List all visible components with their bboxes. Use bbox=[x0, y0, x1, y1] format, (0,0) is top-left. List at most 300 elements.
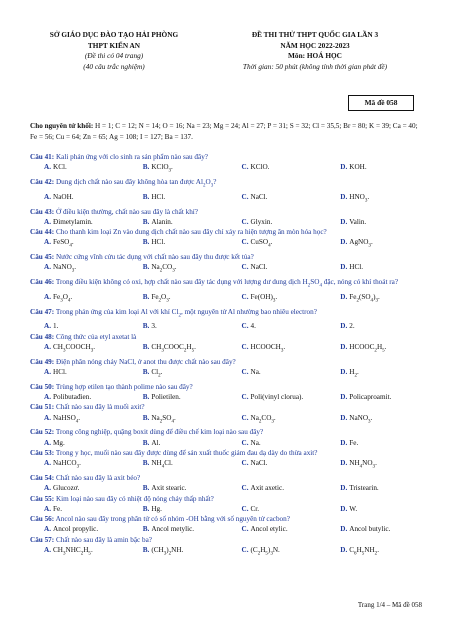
option-text: $(C_2H_5)_3N$. bbox=[250, 546, 280, 557]
answer-option[interactable] bbox=[228, 321, 327, 331]
answer-option[interactable] bbox=[30, 162, 129, 177]
answer-options bbox=[30, 483, 425, 493]
answer-options bbox=[30, 438, 425, 448]
answer-option[interactable] bbox=[129, 458, 228, 473]
option-text: KOH. bbox=[349, 163, 367, 172]
answer-option[interactable] bbox=[30, 237, 129, 252]
option-text: NaHSO$_4$. bbox=[53, 413, 81, 425]
option-letter: D. bbox=[340, 342, 348, 351]
answer-option[interactable] bbox=[326, 162, 425, 177]
question-number: Câu 55: bbox=[30, 494, 55, 503]
option-text: Valin. bbox=[349, 217, 367, 226]
question-stem bbox=[30, 402, 425, 412]
option-text: $Na_2SO_4$. bbox=[151, 413, 176, 425]
atomic-masses-label: Cho nguyên tử khối: bbox=[30, 122, 94, 130]
page-footer: Trang 1/4 – Mã đề 058 bbox=[357, 601, 422, 609]
option-letter: D. bbox=[340, 484, 348, 493]
option-text: $CH_3COOCH_3$. bbox=[53, 342, 95, 354]
option-text: Fe. bbox=[349, 438, 359, 447]
question-stem bbox=[30, 535, 425, 545]
option-letter: B. bbox=[142, 292, 150, 301]
question-49 bbox=[30, 357, 425, 382]
answer-option[interactable] bbox=[30, 545, 129, 560]
option-letter: B. bbox=[142, 163, 150, 172]
option-letter: A. bbox=[44, 238, 51, 247]
option-letter: B. bbox=[142, 263, 150, 272]
answer-option[interactable] bbox=[129, 321, 228, 331]
option-letter: D. bbox=[340, 393, 348, 402]
option-letter: C. bbox=[241, 217, 249, 226]
question-50 bbox=[30, 382, 425, 403]
option-text: $Fe_3O_4$. bbox=[53, 292, 73, 304]
answer-option[interactable] bbox=[228, 413, 327, 428]
question-number: Câu 52: bbox=[30, 428, 55, 437]
answer-option[interactable] bbox=[228, 162, 327, 177]
question-number: Câu 57: bbox=[30, 535, 55, 544]
answer-option[interactable] bbox=[30, 321, 129, 331]
answer-option[interactable] bbox=[30, 504, 129, 514]
option-text: Poli(vinyl clorua). bbox=[250, 393, 304, 402]
option-text: Ancol butylic. bbox=[349, 525, 391, 534]
answer-option[interactable] bbox=[228, 438, 327, 448]
answer-option[interactable] bbox=[129, 162, 228, 177]
question-text: Cho thanh kim loại Zn vào dung dịch chất nào sau đây chỉ xảy ra hiện tượng ăn mòn hóa học? bbox=[54, 228, 327, 237]
question-stem bbox=[30, 177, 425, 192]
answer-option[interactable] bbox=[30, 292, 129, 307]
answer-option[interactable] bbox=[228, 524, 327, 534]
answer-option[interactable] bbox=[326, 292, 425, 307]
question-stem bbox=[30, 252, 425, 262]
option-text: KClO. bbox=[250, 163, 270, 172]
answer-option[interactable] bbox=[228, 392, 327, 402]
answer-options bbox=[30, 321, 425, 331]
question-45 bbox=[30, 252, 425, 277]
option-letter: A. bbox=[44, 322, 51, 331]
option-text: 4. bbox=[250, 322, 256, 331]
option-text: NaHCO$_3$. bbox=[53, 459, 81, 470]
option-letter: C. bbox=[241, 546, 249, 555]
option-letter: D. bbox=[340, 438, 348, 447]
question-count-note: (40 câu trắc nghiệm) bbox=[83, 61, 145, 71]
question-54 bbox=[30, 473, 425, 494]
answer-options bbox=[30, 192, 425, 207]
answer-option[interactable] bbox=[228, 483, 327, 493]
question-53 bbox=[30, 448, 425, 473]
option-letter: D. bbox=[340, 525, 348, 534]
answer-option[interactable] bbox=[228, 292, 327, 307]
option-letter: A. bbox=[44, 546, 51, 555]
option-letter: C. bbox=[241, 238, 249, 247]
answer-option[interactable] bbox=[30, 483, 129, 493]
answer-option[interactable] bbox=[326, 237, 425, 252]
question-text: Nước cứng vĩnh cửu tác dụng với chất nào sau đây thu được kết tủa? bbox=[54, 253, 254, 262]
option-text: FeSO$_4$. bbox=[53, 238, 74, 249]
answer-option[interactable] bbox=[129, 545, 228, 560]
option-text: HCl. bbox=[151, 238, 166, 247]
option-text: $Cl_2$. bbox=[151, 367, 163, 379]
question-text: Công thức của etyl axetat là bbox=[54, 332, 137, 341]
option-letter: B. bbox=[142, 342, 150, 351]
question-number: Câu 54: bbox=[30, 473, 55, 482]
option-letter: C. bbox=[241, 504, 249, 513]
option-letter: B. bbox=[142, 484, 150, 493]
option-letter: A. bbox=[44, 263, 51, 272]
answer-option[interactable] bbox=[30, 367, 129, 382]
option-text: Na. bbox=[250, 438, 261, 447]
exam-code-box: Mã đề 058 bbox=[348, 95, 414, 111]
question-text: Chất nào sau đây là axit béo? bbox=[54, 473, 141, 482]
answer-option[interactable] bbox=[30, 524, 129, 534]
option-letter: B. bbox=[142, 217, 150, 226]
question-stem bbox=[30, 357, 425, 367]
question-number: Câu 46: bbox=[30, 278, 55, 287]
exam-title: ĐỀ THI THỬ THPT QUỐC GIA LẦN 3 bbox=[251, 30, 379, 39]
question-number: Câu 53: bbox=[30, 448, 55, 457]
answer-option[interactable] bbox=[129, 367, 228, 382]
option-letter: D. bbox=[340, 504, 348, 513]
answer-options bbox=[30, 262, 425, 277]
answer-option[interactable] bbox=[326, 458, 425, 473]
question-number: Câu 48: bbox=[30, 332, 55, 341]
option-letter: A. bbox=[44, 504, 51, 513]
answer-options bbox=[30, 413, 425, 428]
option-text: $NH_4Cl$. bbox=[151, 459, 173, 470]
department-name: SỞ GIÁO DỤC ĐÀO TẠO HẢI PHÒNG bbox=[49, 30, 179, 39]
question-48 bbox=[30, 332, 425, 357]
question-number: Câu 51: bbox=[30, 403, 55, 412]
option-letter: B. bbox=[142, 546, 150, 555]
answer-options bbox=[30, 458, 425, 473]
option-letter: C. bbox=[241, 342, 249, 351]
option-text: KCl. bbox=[53, 163, 67, 172]
option-text: NaCl. bbox=[250, 263, 268, 272]
option-letter: C. bbox=[241, 484, 249, 493]
answer-option[interactable] bbox=[129, 413, 228, 428]
answer-option[interactable] bbox=[326, 438, 425, 448]
answer-option[interactable] bbox=[129, 342, 228, 357]
option-letter: C. bbox=[241, 322, 249, 331]
answer-option[interactable] bbox=[228, 262, 327, 277]
option-text: Đimetylamin. bbox=[53, 217, 93, 226]
answer-options bbox=[30, 237, 425, 252]
question-text: Trùng hợp etilen tạo thành polime nào sau đây? bbox=[54, 382, 193, 391]
question-46 bbox=[30, 277, 425, 306]
option-letter: D. bbox=[340, 367, 348, 376]
answer-option[interactable] bbox=[326, 217, 425, 227]
answer-option[interactable] bbox=[228, 237, 327, 252]
answer-option[interactable] bbox=[326, 545, 425, 560]
answer-options bbox=[30, 504, 425, 514]
option-text: Polietilen. bbox=[151, 393, 181, 402]
answer-option[interactable] bbox=[228, 504, 327, 514]
answer-option[interactable] bbox=[30, 262, 129, 277]
atomic-masses bbox=[30, 121, 425, 142]
option-letter: A. bbox=[44, 484, 51, 493]
question-stem bbox=[30, 227, 425, 237]
option-text: $HCOOCH_3$. bbox=[250, 342, 286, 354]
option-letter: A. bbox=[44, 459, 51, 468]
option-letter: D. bbox=[340, 292, 348, 301]
question-number: Câu 49: bbox=[30, 357, 55, 366]
option-text: NaCl. bbox=[250, 459, 268, 468]
option-text: $(CH_3)_2NH$. bbox=[151, 546, 184, 557]
option-letter: C. bbox=[241, 438, 249, 447]
question-text: Ở điều kiện thường, chất nào sau đây là chất khí? bbox=[54, 207, 198, 216]
question-text: Trong phản ứng của kim loại Al với khí $Cl_2$, một nguyên tử Al nhường bao nhiêu electron? bbox=[54, 307, 317, 319]
option-letter: B. bbox=[142, 238, 150, 247]
question-text: Kali phản ứng với clo sinh ra sản phẩm nào sau đây? bbox=[54, 153, 208, 161]
answer-option[interactable] bbox=[30, 192, 129, 207]
question-text: Chất nào sau đây là amin bậc ba? bbox=[54, 535, 152, 544]
answer-options bbox=[30, 292, 425, 307]
option-text: AgNO$_3$. bbox=[349, 238, 373, 249]
option-text: KClO$_3$. bbox=[151, 163, 173, 174]
question-51 bbox=[30, 402, 425, 427]
option-text: $C_6H_5NH_2$. bbox=[349, 546, 379, 557]
option-letter: B. bbox=[142, 438, 150, 447]
option-letter: A. bbox=[44, 163, 51, 172]
answer-option[interactable] bbox=[30, 413, 129, 428]
option-text: $CH_3COOC_2H_5$. bbox=[151, 342, 196, 354]
option-letter: D. bbox=[340, 413, 348, 422]
answer-option[interactable] bbox=[326, 392, 425, 402]
option-text: $Fe_2O_3$. bbox=[151, 292, 171, 304]
option-text: HCl. bbox=[151, 192, 166, 201]
question-text: Dung dịch chất nào sau đây không hòa tan được $Al_2O_3$? bbox=[54, 178, 217, 189]
answer-option[interactable] bbox=[228, 545, 327, 560]
option-letter: C. bbox=[241, 413, 249, 422]
option-letter: D. bbox=[340, 263, 348, 272]
answer-options bbox=[30, 367, 425, 382]
answer-option[interactable] bbox=[228, 192, 327, 207]
option-letter: D. bbox=[340, 217, 348, 226]
option-text: $NH_4NO_3$. bbox=[349, 459, 377, 470]
answer-options bbox=[30, 162, 425, 177]
option-letter: C. bbox=[241, 163, 249, 172]
option-letter: A. bbox=[44, 367, 51, 376]
option-text: Mg. bbox=[53, 438, 65, 447]
answer-option[interactable] bbox=[326, 504, 425, 514]
answer-option[interactable] bbox=[228, 217, 327, 227]
question-stem bbox=[30, 332, 425, 342]
answer-option[interactable] bbox=[228, 367, 327, 382]
question-55 bbox=[30, 494, 425, 515]
answer-option[interactable] bbox=[326, 483, 425, 493]
option-text: NaCl. bbox=[250, 192, 268, 201]
answer-option[interactable] bbox=[30, 438, 129, 448]
question-text: Trong công nghiệp, quặng boxit dùng để điều chế kim loại nào sau đây? bbox=[54, 428, 264, 437]
option-text: 1. bbox=[53, 322, 59, 331]
option-text: Al. bbox=[151, 438, 161, 447]
question-number: Câu 50: bbox=[30, 382, 55, 391]
option-letter: B. bbox=[142, 367, 150, 376]
option-text: 3. bbox=[151, 322, 157, 331]
question-42 bbox=[30, 177, 425, 206]
option-text: $Fe_2(SO_4)_3$. bbox=[349, 292, 380, 304]
answer-options bbox=[30, 545, 425, 560]
header-left bbox=[28, 30, 200, 72]
answer-option[interactable] bbox=[30, 458, 129, 473]
answer-option[interactable] bbox=[30, 217, 129, 227]
option-text: Policaproamit. bbox=[349, 393, 392, 402]
question-number: Câu 44: bbox=[30, 228, 55, 237]
option-letter: A. bbox=[44, 342, 51, 351]
question-text: Trong y học, muối nào sau đây được dùng để sản xuất thuốc giảm đau dạ dày do thừa axit? bbox=[54, 448, 318, 457]
question-stem bbox=[30, 494, 425, 504]
option-text: $Na_2CO_3$. bbox=[250, 413, 276, 425]
option-text: $Na_2CO_3$. bbox=[151, 263, 177, 274]
question-57 bbox=[30, 535, 425, 560]
option-letter: B. bbox=[142, 459, 150, 468]
option-text: Hg. bbox=[151, 504, 162, 513]
option-text: Ancol etylic. bbox=[250, 525, 288, 534]
question-stem bbox=[30, 307, 425, 322]
answer-options bbox=[30, 524, 425, 534]
option-text: Axit stearic. bbox=[151, 484, 187, 493]
option-letter: B. bbox=[142, 504, 150, 513]
answer-option[interactable] bbox=[129, 292, 228, 307]
option-text: Polibutađien. bbox=[53, 393, 92, 402]
option-text: W. bbox=[349, 504, 358, 513]
question-number: Câu 43: bbox=[30, 207, 55, 216]
option-letter: A. bbox=[44, 217, 51, 226]
answer-option[interactable] bbox=[228, 458, 327, 473]
answer-option[interactable] bbox=[129, 392, 228, 402]
option-text: $HNO_3$. bbox=[349, 192, 370, 204]
option-text: Alanin. bbox=[151, 217, 173, 226]
option-letter: A. bbox=[44, 393, 51, 402]
option-text: $Fe(OH)_3$. bbox=[250, 292, 278, 304]
option-letter: C. bbox=[241, 459, 249, 468]
answer-option[interactable] bbox=[129, 524, 228, 534]
answer-options bbox=[30, 217, 425, 227]
option-text: HCl. bbox=[349, 263, 364, 272]
answer-options bbox=[30, 392, 425, 402]
option-letter: B. bbox=[142, 413, 150, 422]
option-letter: C. bbox=[241, 393, 249, 402]
question-47 bbox=[30, 307, 425, 332]
question-stem bbox=[30, 427, 425, 437]
option-letter: A. bbox=[44, 192, 51, 201]
option-text: Tristearin. bbox=[349, 484, 379, 493]
question-56 bbox=[30, 514, 425, 535]
school-name: THPT KIẾN AN bbox=[87, 40, 141, 50]
answer-option[interactable] bbox=[129, 192, 228, 207]
answer-option[interactable] bbox=[326, 342, 425, 357]
question-stem bbox=[30, 382, 425, 392]
question-list bbox=[30, 152, 425, 560]
answer-option[interactable] bbox=[129, 483, 228, 493]
option-letter: B. bbox=[142, 393, 150, 402]
option-text: NaNO$_3$. bbox=[349, 413, 373, 425]
question-number: Câu 42: bbox=[30, 178, 55, 187]
option-text: Fe. bbox=[53, 504, 62, 513]
option-text: Ancol propylic. bbox=[53, 525, 99, 534]
option-text: $H_2$. bbox=[349, 367, 359, 379]
answer-option[interactable] bbox=[228, 342, 327, 357]
option-letter: B. bbox=[142, 322, 150, 331]
option-letter: C. bbox=[241, 192, 249, 201]
option-letter: C. bbox=[241, 525, 249, 534]
answer-option[interactable] bbox=[129, 438, 228, 448]
question-stem bbox=[30, 448, 425, 458]
question-stem bbox=[30, 277, 425, 292]
header-right bbox=[212, 30, 418, 72]
answer-option[interactable] bbox=[326, 367, 425, 382]
option-letter: B. bbox=[142, 525, 150, 534]
option-text: $CH_3NHC_2H_5$. bbox=[53, 546, 93, 557]
question-number: Câu 45: bbox=[30, 253, 55, 262]
question-number: Câu 56: bbox=[30, 515, 55, 524]
option-letter: A. bbox=[44, 525, 51, 534]
answer-option[interactable] bbox=[30, 392, 129, 402]
answer-option[interactable] bbox=[326, 524, 425, 534]
option-letter: C. bbox=[241, 292, 249, 301]
question-44 bbox=[30, 227, 425, 252]
option-text: NaOH. bbox=[53, 192, 74, 201]
school-year: NĂM HỌC 2022-2023 bbox=[280, 40, 350, 50]
question-43 bbox=[30, 207, 425, 228]
question-stem bbox=[30, 473, 425, 483]
option-letter: D. bbox=[340, 163, 348, 172]
answer-option[interactable] bbox=[129, 237, 228, 252]
answer-option[interactable] bbox=[129, 262, 228, 277]
answer-option[interactable] bbox=[326, 192, 425, 207]
question-52 bbox=[30, 427, 425, 448]
option-letter: D. bbox=[340, 192, 348, 201]
option-text: HCl. bbox=[53, 367, 67, 376]
answer-option[interactable] bbox=[326, 321, 425, 331]
option-letter: D. bbox=[340, 322, 348, 331]
option-text: NaNO$_3$. bbox=[53, 263, 77, 274]
option-letter: D. bbox=[340, 238, 348, 247]
time-note: Thời gian: 50 phút (không tính thời gian phát đề) bbox=[242, 61, 388, 71]
option-letter: B. bbox=[142, 192, 150, 201]
option-text: Axit axetic. bbox=[250, 484, 285, 493]
question-number: Câu 47: bbox=[30, 307, 55, 316]
option-text: Glucozơ. bbox=[53, 484, 80, 493]
option-letter: A. bbox=[44, 413, 51, 422]
option-letter: D. bbox=[340, 546, 348, 555]
option-letter: A. bbox=[44, 438, 51, 447]
answer-option[interactable] bbox=[326, 262, 425, 277]
question-text: Ancol nào sau đây trong phân tử có số nhóm -OH bằng với số nguyên tử cacbon? bbox=[54, 515, 290, 524]
answer-option[interactable] bbox=[326, 413, 425, 428]
answer-option[interactable] bbox=[129, 217, 228, 227]
option-text: Ancol metylic. bbox=[151, 525, 195, 534]
question-stem bbox=[30, 152, 425, 162]
question-text: Trong điều kiện không có oxi, hợp chất nào sau đây tác dụng với lượng dư dung dịch $H_2SO_4$ đặc, nóng có khí thoát ra? bbox=[54, 278, 399, 289]
option-text: CuSO$_4$. bbox=[250, 238, 273, 249]
question-text: Điện phân nóng chảy NaCl, ở anot thu được chất nào sau đây? bbox=[54, 357, 236, 366]
option-letter: D. bbox=[340, 459, 348, 468]
option-text: Glyxin. bbox=[250, 217, 273, 226]
question-stem bbox=[30, 514, 425, 524]
answer-options bbox=[30, 342, 425, 357]
option-letter: A. bbox=[44, 292, 51, 301]
answer-option[interactable] bbox=[129, 504, 228, 514]
question-number: Câu 41: bbox=[30, 153, 55, 161]
option-text: $HCOOC_2H_5$. bbox=[349, 342, 387, 354]
question-stem bbox=[30, 207, 425, 217]
option-text: Na. bbox=[250, 367, 261, 376]
question-text: Chất nào sau đây là muối axit? bbox=[54, 403, 145, 412]
option-text: 2. bbox=[349, 322, 355, 331]
question-41 bbox=[30, 152, 425, 177]
question-text: Kim loại nào sau đây có nhiệt độ nóng chảy thấp nhất? bbox=[54, 494, 214, 503]
option-letter: C. bbox=[241, 367, 249, 376]
answer-option[interactable] bbox=[30, 342, 129, 357]
